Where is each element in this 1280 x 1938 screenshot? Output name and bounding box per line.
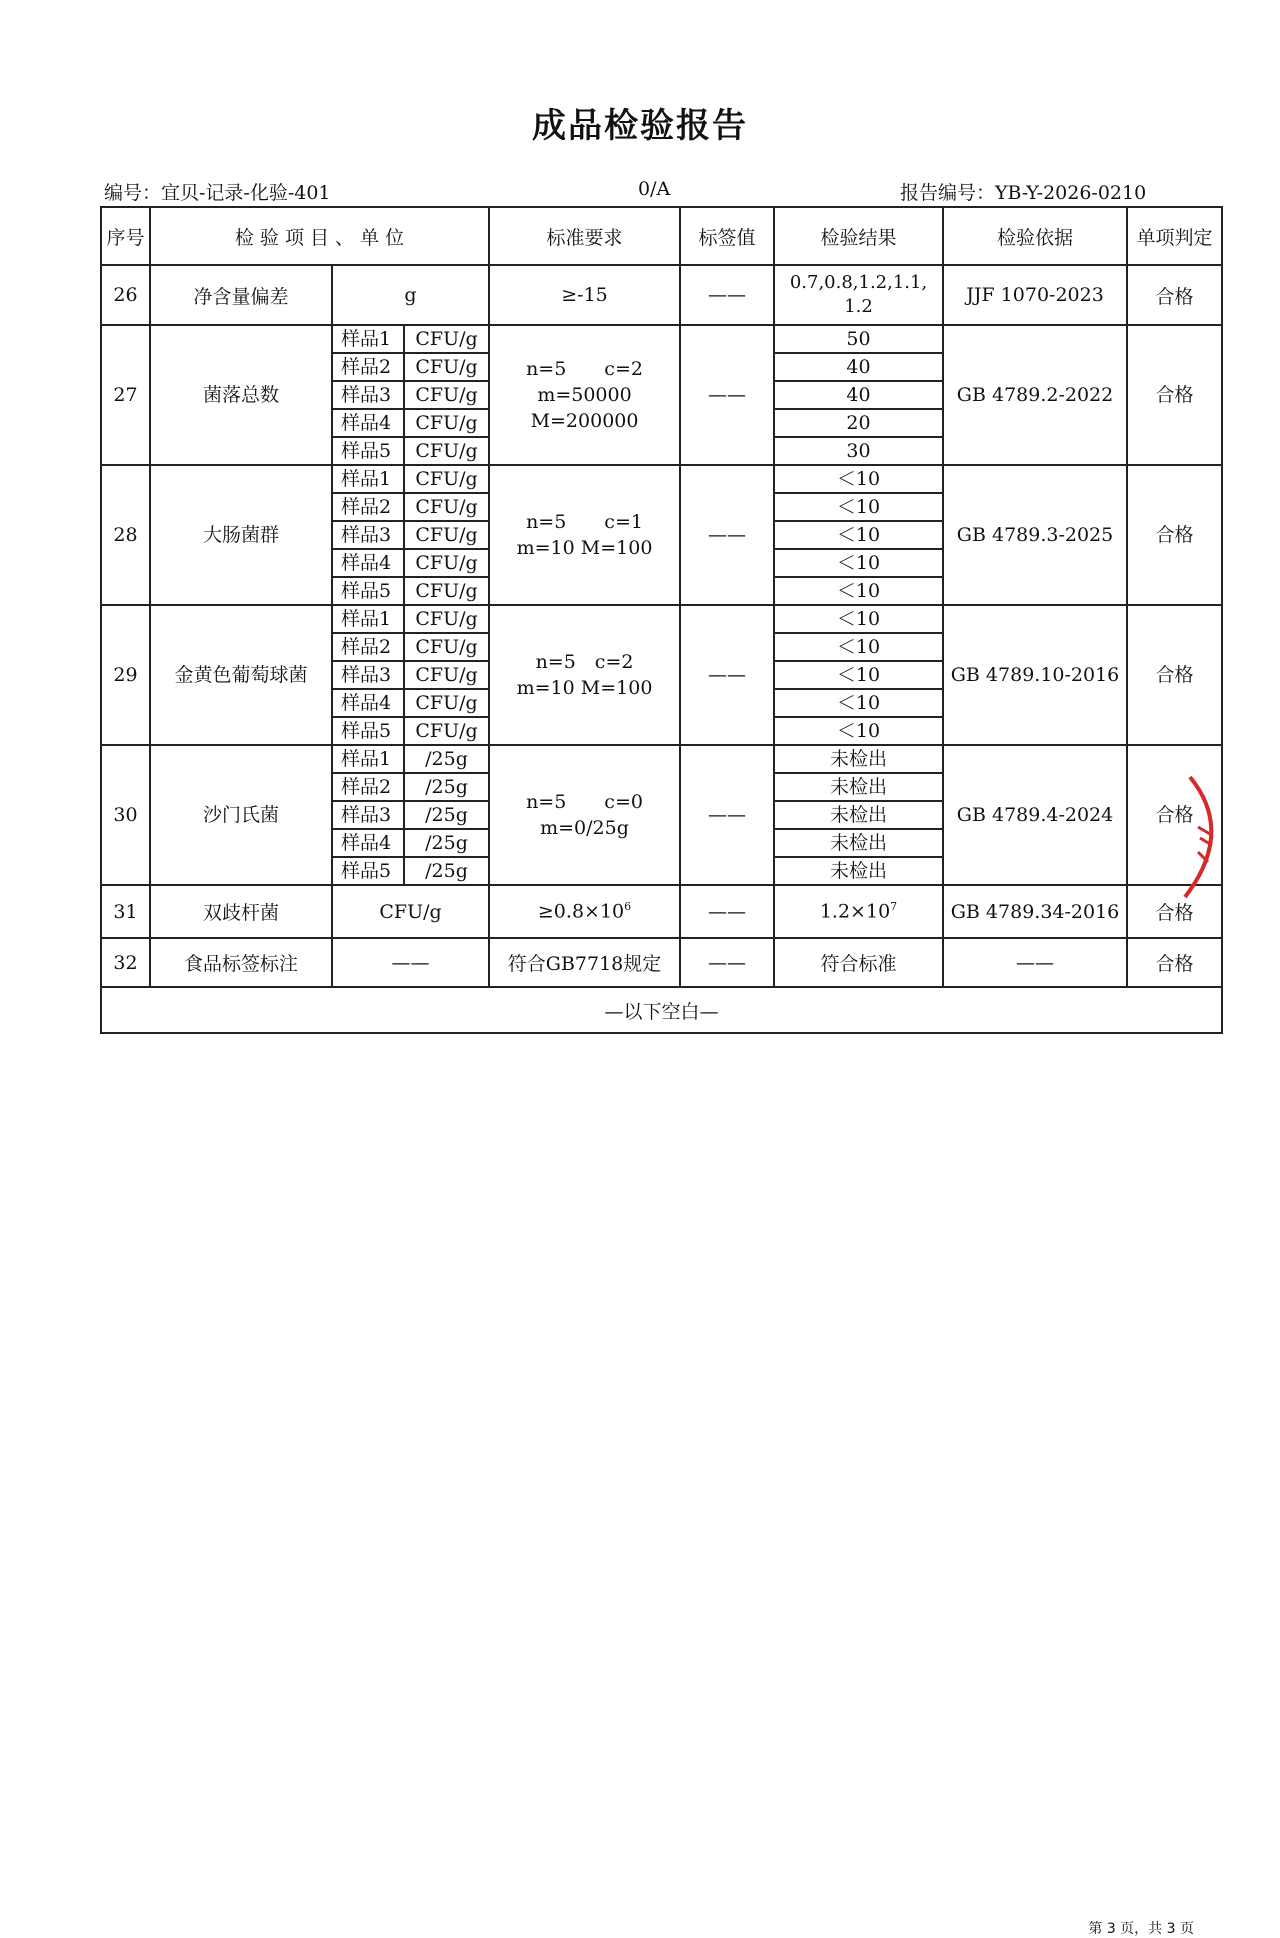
row-unit: CFU/g — [332, 885, 489, 938]
table-row — [101, 938, 1222, 987]
sample-name: 样品5 — [332, 717, 404, 745]
inspection-table — [100, 206, 1223, 1034]
sample-unit: CFU/g — [404, 605, 489, 633]
sample-name: 样品4 — [332, 689, 404, 717]
sample-unit: CFU/g — [404, 493, 489, 521]
row-seq: 30 — [101, 745, 150, 885]
sample-name: 样品1 — [332, 745, 404, 773]
table-row — [101, 885, 1222, 938]
sample-name: 样品1 — [332, 325, 404, 353]
row-standard — [489, 885, 680, 938]
row-seq: 29 — [101, 605, 150, 745]
sample-unit: CFU/g — [404, 381, 489, 409]
row-basis: GB 4789.10-2016 — [943, 605, 1127, 745]
col-basis: 检验依据 — [943, 207, 1127, 265]
sample-result: 30 — [774, 437, 943, 465]
row-label-value: —— — [680, 745, 774, 885]
sample-result: ＜10 — [774, 493, 943, 521]
sample-name: 样品3 — [332, 801, 404, 829]
sample-result: ＜10 — [774, 689, 943, 717]
sample-unit: CFU/g — [404, 577, 489, 605]
row-judgment: 合格 — [1127, 325, 1222, 465]
sample-name: 样品2 — [332, 773, 404, 801]
page-footer: 第 3 页，共 3 页 — [1088, 1921, 1194, 1937]
row-judgment: 合格 — [1127, 938, 1222, 987]
row-seq: 27 — [101, 325, 150, 465]
sample-result: ＜10 — [774, 661, 943, 689]
sample-result: ＜10 — [774, 549, 943, 577]
sample-name: 样品2 — [332, 493, 404, 521]
row-basis: JJF 1070-2023 — [943, 265, 1127, 325]
end-note: —以下空白— — [101, 987, 1222, 1033]
sample-unit: CFU/g — [404, 409, 489, 437]
standard-base: ≥0.8×10 — [537, 900, 625, 923]
sample-unit: CFU/g — [404, 325, 489, 353]
row-item: 食品标签标注 — [150, 938, 332, 987]
sample-name: 样品1 — [332, 465, 404, 493]
sample-name: 样品5 — [332, 857, 404, 885]
sample-result: ＜10 — [774, 717, 943, 745]
sample-result: 40 — [774, 381, 943, 409]
row-basis: GB 4789.3-2025 — [943, 465, 1127, 605]
row-label-value: —— — [680, 938, 774, 987]
sample-unit: CFU/g — [404, 437, 489, 465]
sample-unit: CFU/g — [404, 661, 489, 689]
sample-name: 样品3 — [332, 381, 404, 409]
sample-result: 40 — [774, 353, 943, 381]
standard-line-2: m=0/25g — [540, 817, 629, 839]
standard-line-1: n=5 c=1 — [526, 511, 643, 533]
end-row — [101, 987, 1222, 1033]
sample-unit: /25g — [404, 857, 489, 885]
seal-arc — [1185, 777, 1211, 897]
table-row — [101, 745, 1222, 773]
sample-result: 未检出 — [774, 745, 943, 773]
standard-line-2: m=10 M=100 — [516, 677, 653, 699]
sample-result: ＜10 — [774, 605, 943, 633]
standard-line-2: m=50000 M=200000 — [530, 384, 639, 432]
table-row — [101, 605, 1222, 633]
table-row — [101, 465, 1222, 493]
sample-name: 样品5 — [332, 577, 404, 605]
col-item: 检 验 项 目 、 单 位 — [150, 207, 489, 265]
row-label-value: —— — [680, 605, 774, 745]
col-result: 检验结果 — [774, 207, 943, 265]
sample-name: 样品5 — [332, 437, 404, 465]
row-standard — [489, 745, 680, 885]
row-seq: 31 — [101, 885, 150, 938]
col-standard: 标准要求 — [489, 207, 680, 265]
sample-unit: /25g — [404, 801, 489, 829]
report-number: 报告编号：YB-Y-2026-0210 — [900, 182, 1147, 204]
col-judgment: 单项判定 — [1127, 207, 1222, 265]
result-line-1: 0.7,0.8,1.2,1.1, — [789, 272, 928, 293]
doc-version: 0/A — [638, 178, 671, 200]
sample-result: ＜10 — [774, 633, 943, 661]
sample-result: 未检出 — [774, 801, 943, 829]
row-unit: g — [332, 265, 489, 325]
row-result — [774, 885, 943, 938]
table-row — [101, 325, 1222, 353]
standard-line-1: n=5 c=0 — [526, 791, 643, 813]
row-item: 双歧杆菌 — [150, 885, 332, 938]
result-base: 1.2×10 — [819, 900, 891, 923]
row-label-value: —— — [680, 325, 774, 465]
row-item: 沙门氏菌 — [150, 745, 332, 885]
row-seq: 28 — [101, 465, 150, 605]
seal-stamp — [1180, 772, 1240, 902]
sample-name: 样品4 — [332, 549, 404, 577]
row-standard: ≥-15 — [489, 265, 680, 325]
table-row — [101, 265, 1222, 325]
sample-unit: /25g — [404, 745, 489, 773]
row-seq: 32 — [101, 938, 150, 987]
row-label-value: —— — [680, 885, 774, 938]
row-unit: —— — [332, 938, 489, 987]
row-item: 大肠菌群 — [150, 465, 332, 605]
sample-unit: CFU/g — [404, 353, 489, 381]
sample-name: 样品4 — [332, 829, 404, 857]
col-seq: 序号 — [101, 207, 150, 265]
row-basis: —— — [943, 938, 1127, 987]
row-judgment: 合格 — [1127, 265, 1222, 325]
row-judgment: 合格 — [1127, 605, 1222, 745]
standard-exponent: 6 — [624, 900, 632, 914]
report-title: 成品检验报告 — [532, 106, 748, 146]
sample-name: 样品2 — [332, 353, 404, 381]
row-standard — [489, 325, 680, 465]
row-item: 菌落总数 — [150, 325, 332, 465]
table-header-row — [101, 207, 1222, 265]
sample-unit: CFU/g — [404, 633, 489, 661]
row-result: 符合标准 — [774, 938, 943, 987]
sample-result: ＜10 — [774, 465, 943, 493]
sample-unit: CFU/g — [404, 717, 489, 745]
sample-unit: CFU/g — [404, 549, 489, 577]
sample-result: 50 — [774, 325, 943, 353]
standard-line-2: m=10 M=100 — [516, 537, 653, 559]
row-judgment: 合格 — [1127, 465, 1222, 605]
sample-result: 20 — [774, 409, 943, 437]
standard-line-1: n=5 c=2 — [535, 651, 634, 673]
row-standard: 符合GB7718规定 — [489, 938, 680, 987]
sample-name: 样品1 — [332, 605, 404, 633]
result-exponent: 7 — [890, 900, 898, 914]
sample-name: 样品3 — [332, 521, 404, 549]
row-standard — [489, 605, 680, 745]
sample-name: 样品4 — [332, 409, 404, 437]
doc-number: 编号：宜贝-记录-化验-401 — [104, 182, 331, 204]
sample-result: 未检出 — [774, 857, 943, 885]
row-standard — [489, 465, 680, 605]
sample-result: ＜10 — [774, 521, 943, 549]
sample-name: 样品2 — [332, 633, 404, 661]
sample-name: 样品3 — [332, 661, 404, 689]
row-item: 净含量偏差 — [150, 265, 332, 325]
row-basis: GB 4789.34-2016 — [943, 885, 1127, 938]
sample-result: 未检出 — [774, 829, 943, 857]
row-judgment: 合格 — [1127, 885, 1222, 938]
row-label-value: —— — [680, 465, 774, 605]
sample-unit: /25g — [404, 829, 489, 857]
sample-result: 未检出 — [774, 773, 943, 801]
sample-result: ＜10 — [774, 577, 943, 605]
row-basis: GB 4789.4-2024 — [943, 745, 1127, 885]
sample-unit: CFU/g — [404, 521, 489, 549]
row-judgment: 合格 — [1127, 745, 1222, 885]
row-label-value: —— — [680, 265, 774, 325]
sample-unit: /25g — [404, 773, 489, 801]
result-line-2: 1.2 — [844, 296, 873, 317]
row-basis: GB 4789.2-2022 — [943, 325, 1127, 465]
sample-unit: CFU/g — [404, 465, 489, 493]
standard-line-1: n=5 c=2 — [526, 358, 643, 380]
sample-unit: CFU/g — [404, 689, 489, 717]
row-result — [774, 265, 943, 325]
col-label-value: 标签值 — [680, 207, 774, 265]
row-item: 金黄色葡萄球菌 — [150, 605, 332, 745]
row-seq: 26 — [101, 265, 150, 325]
